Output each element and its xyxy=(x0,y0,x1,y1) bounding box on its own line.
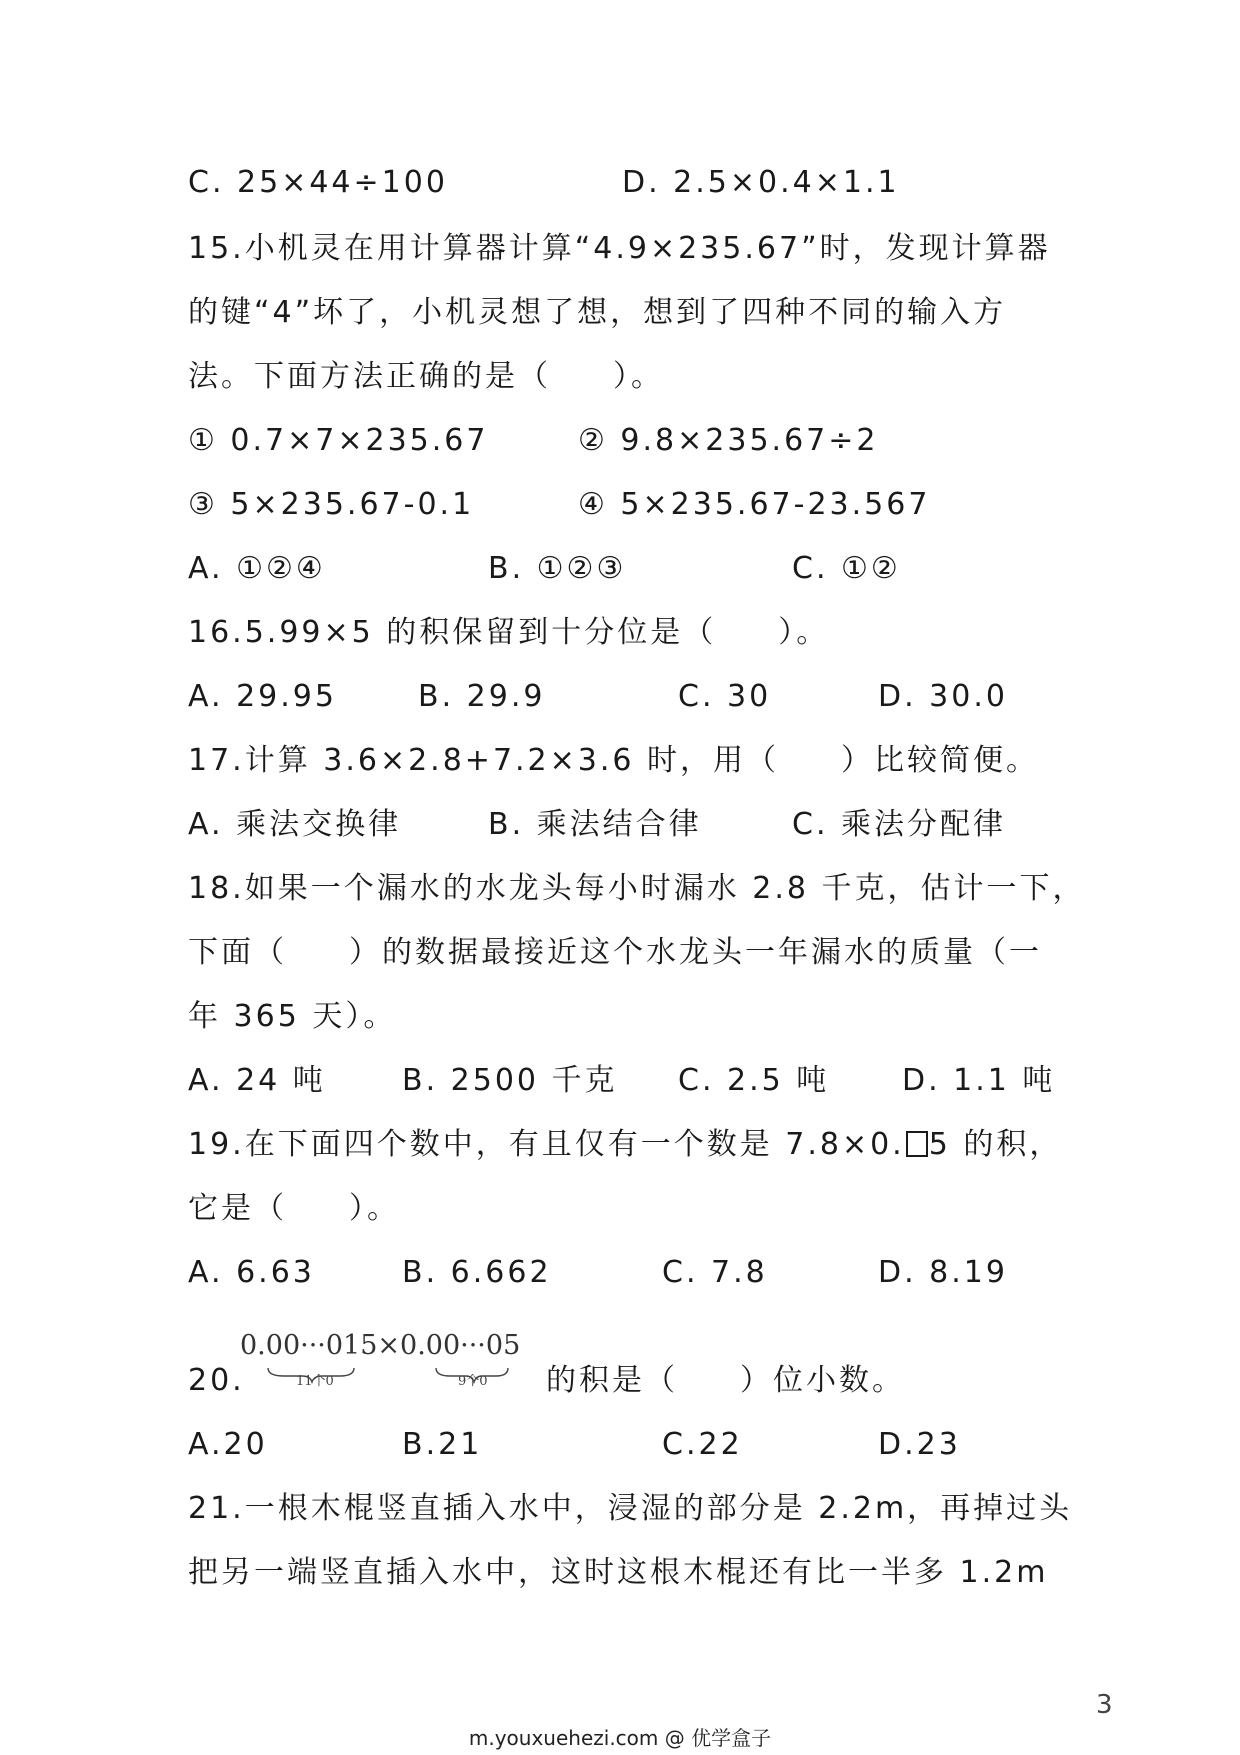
q21-stem-line1: 21.一根木棍竖直插入水中，浸湿的部分是 2.2m，再掉过头 xyxy=(188,1491,1073,1526)
q20-expression xyxy=(240,1330,540,1388)
footer-watermark: m.youxuehezi.com @ 优学盒子 xyxy=(468,1726,772,1750)
q16-option-b: B. 29.9 xyxy=(418,679,546,714)
q19-option-a: A. 6.63 xyxy=(188,1255,315,1290)
q17-option-b: B. 乘法结合律 xyxy=(488,807,702,842)
q19-stem-line2: 它是（ ）。 xyxy=(188,1191,400,1226)
q16-option-a: A. 29.95 xyxy=(188,679,337,714)
q15-method-4: ④ 5×235.67-23.567 xyxy=(578,487,931,522)
page-number: 3 xyxy=(1096,1690,1113,1720)
brace-label-1: 11个0 xyxy=(296,1374,334,1389)
q20-option-c: C.22 xyxy=(662,1427,743,1462)
q20-stem: 的积是（ ）位小数。 xyxy=(546,1363,905,1398)
q18-stem-line1: 18.如果一个漏水的水龙头每小时漏水 2.8 千克，估计一下， xyxy=(188,871,1086,906)
q16-option-d: D. 30.0 xyxy=(878,679,1008,714)
q15-option-c: C. ①② xyxy=(792,551,901,586)
q19-option-b: B. 6.662 xyxy=(402,1255,552,1290)
q20-option-a: A.20 xyxy=(188,1427,268,1462)
q15-stem-line3: 法。下面方法正确的是（ ）。 xyxy=(188,359,664,394)
q17-option-a: A. 乘法交换律 xyxy=(188,807,402,842)
q14-option-d: D. 2.5×0.4×1.1 xyxy=(622,165,900,200)
q15-stem-line2: 的键“4”坏了，小机灵想了想，想到了四种不同的输入方 xyxy=(188,295,1007,330)
q19-stem-line1: 19.在下面四个数中，有且仅有一个数是 7.8×0. 5 的积， xyxy=(188,1127,1063,1162)
q20-option-d: D.23 xyxy=(878,1427,961,1462)
q18-option-d: D. 1.1 吨 xyxy=(902,1063,1056,1098)
q18-option-b: B. 2500 千克 xyxy=(402,1063,618,1098)
q15-option-a: A. ①②④ xyxy=(188,551,326,586)
q16-stem: 16.5.99×5 的积保留到十分位是（ ）。 xyxy=(188,615,830,650)
q20-expression-text: 0.00···015×0.00···05 xyxy=(240,1330,521,1361)
q15-method-1: ① 0.7×7×235.67 xyxy=(188,423,489,458)
q14-option-c: C. 25×44÷100 xyxy=(188,165,448,200)
q17-stem: 17.计算 3.6×2.8+7.2×3.6 时，用（ ）比较简便。 xyxy=(188,743,1040,778)
missing-digit-box xyxy=(906,1131,928,1157)
q20-number: 20. xyxy=(188,1363,245,1398)
q19-option-c: C. 7.8 xyxy=(662,1255,768,1290)
q15-option-b: B. ①②③ xyxy=(488,551,627,586)
q18-stem-line3: 年 365 天）。 xyxy=(188,999,397,1034)
q21-stem-line2: 把另一端竖直插入水中，这时这根木棍还有比一半多 1.2m xyxy=(188,1555,1049,1590)
q15-stem-line1: 15.小机灵在用计算器计算“4.9×235.67”时，发现计算器 xyxy=(188,231,1051,266)
q20-option-b: B.21 xyxy=(402,1427,483,1462)
brace-label-2: 9个0 xyxy=(458,1374,488,1389)
q18-option-c: C. 2.5 吨 xyxy=(678,1063,830,1098)
q19-option-d: D. 8.19 xyxy=(878,1255,1008,1290)
q15-method-3: ③ 5×235.67-0.1 xyxy=(188,487,475,522)
q15-method-2: ② 9.8×235.67÷2 xyxy=(578,423,879,458)
q18-option-a: A. 24 吨 xyxy=(188,1063,326,1098)
q16-option-c: C. 30 xyxy=(678,679,772,714)
underbraces xyxy=(240,1330,540,1388)
q18-stem-line2: 下面（ ）的数据最接近这个水龙头一年漏水的质量（一 xyxy=(188,935,1042,970)
q17-option-c: C. 乘法分配律 xyxy=(792,807,1007,842)
